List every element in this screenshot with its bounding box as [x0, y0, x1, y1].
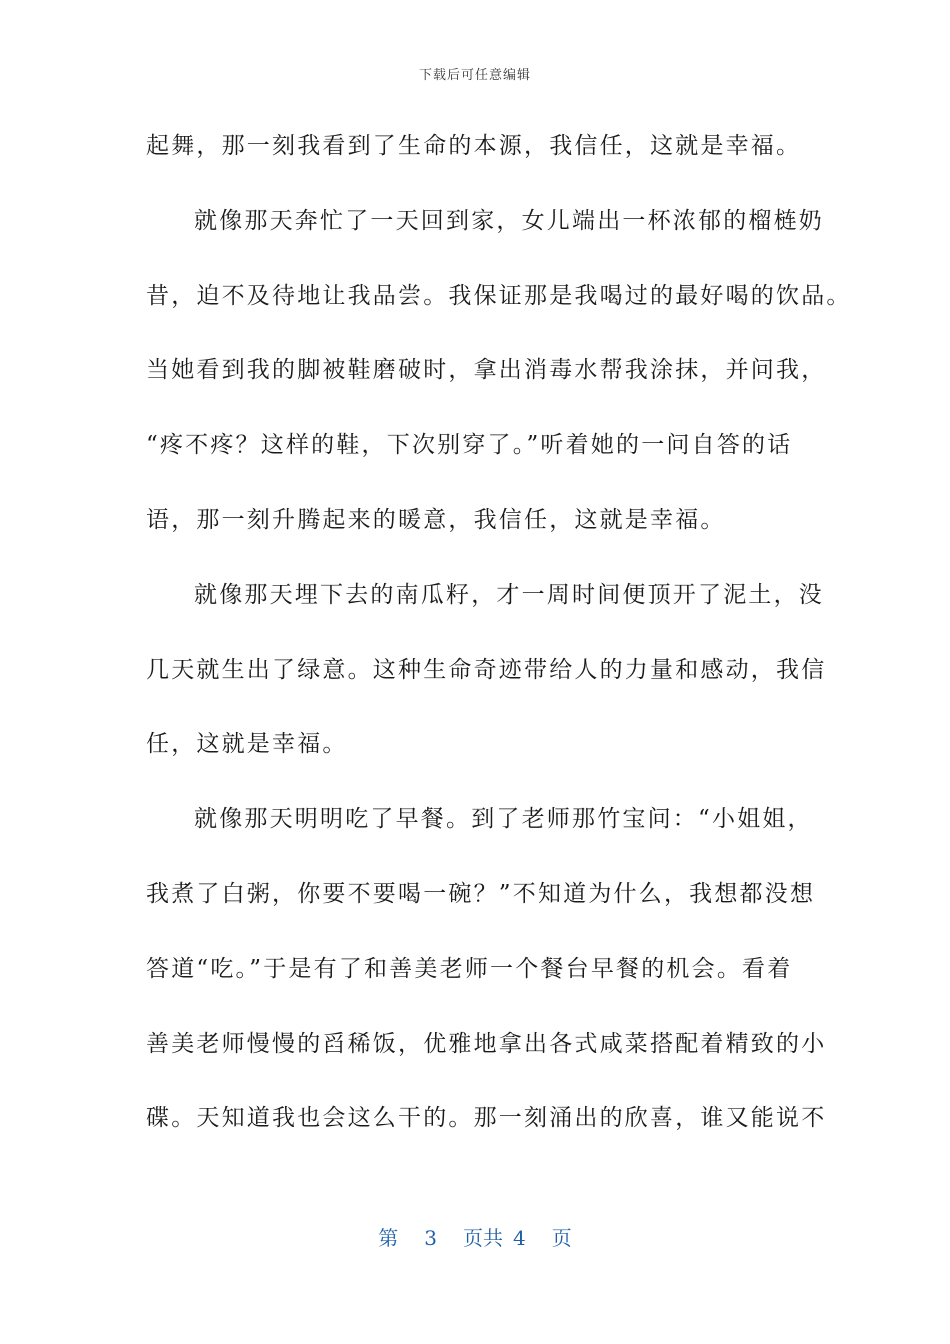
text-line: 语，那一刻升腾起来的暖意，我信任，这就是幸福。	[146, 506, 726, 533]
text-line: 昔，迫不及待地让我品尝。我保证那是我喝过的最好喝的饮品。	[146, 282, 852, 309]
body-text	[146, 120, 852, 1167]
text-line: 碟。天知道我也会这么干的。那一刻涌出的欣喜，谁又能说不	[146, 1105, 827, 1132]
text-line: “疼不疼？这样的鞋，下次别穿了。”听着她的一问自答的话	[146, 432, 793, 459]
total-pages-number: 4	[513, 1226, 526, 1250]
header-note: 下载后可任意编辑	[418, 68, 531, 83]
text-line: 就像那天明明吃了早餐。到了老师那竹宝问：“小姐姐，	[194, 806, 813, 833]
text-line: 答道“吃。”于是有了和善美老师一个餐台早餐的机会。看着	[146, 955, 793, 982]
text-line: 我煮了白粥，你要不要喝一碗？”不知道为什么，我想都没想	[146, 880, 816, 907]
text-line: 起舞，那一刻我看到了生命的本源，我信任，这就是幸福。	[146, 133, 802, 159]
footer-prefix: 第	[378, 1226, 399, 1250]
text-line: 任，这就是幸福。	[146, 731, 348, 758]
footer-middle: 页共	[463, 1226, 503, 1250]
text-line: 善美老师慢慢的舀稀饭，优雅地拿出各式咸菜搭配着精致的小	[146, 1030, 827, 1057]
text-line: 就像那天奔忙了一天回到家，女儿端出一杯浓郁的榴梿奶	[194, 207, 824, 234]
page-footer	[0, 1222, 950, 1251]
text-line: 当她看到我的脚被鞋磨破时，拿出消毒水帮我涂抹，并问我，	[146, 357, 827, 384]
text-line: 几天就生出了绿意。这种生命奇迹带给人的力量和感动，我信	[146, 656, 827, 683]
footer-suffix: 页	[551, 1226, 572, 1250]
current-page-number: 3	[424, 1226, 437, 1250]
text-line: 就像那天埋下去的南瓜籽，才一周时间便顶开了泥土，没	[194, 581, 824, 608]
